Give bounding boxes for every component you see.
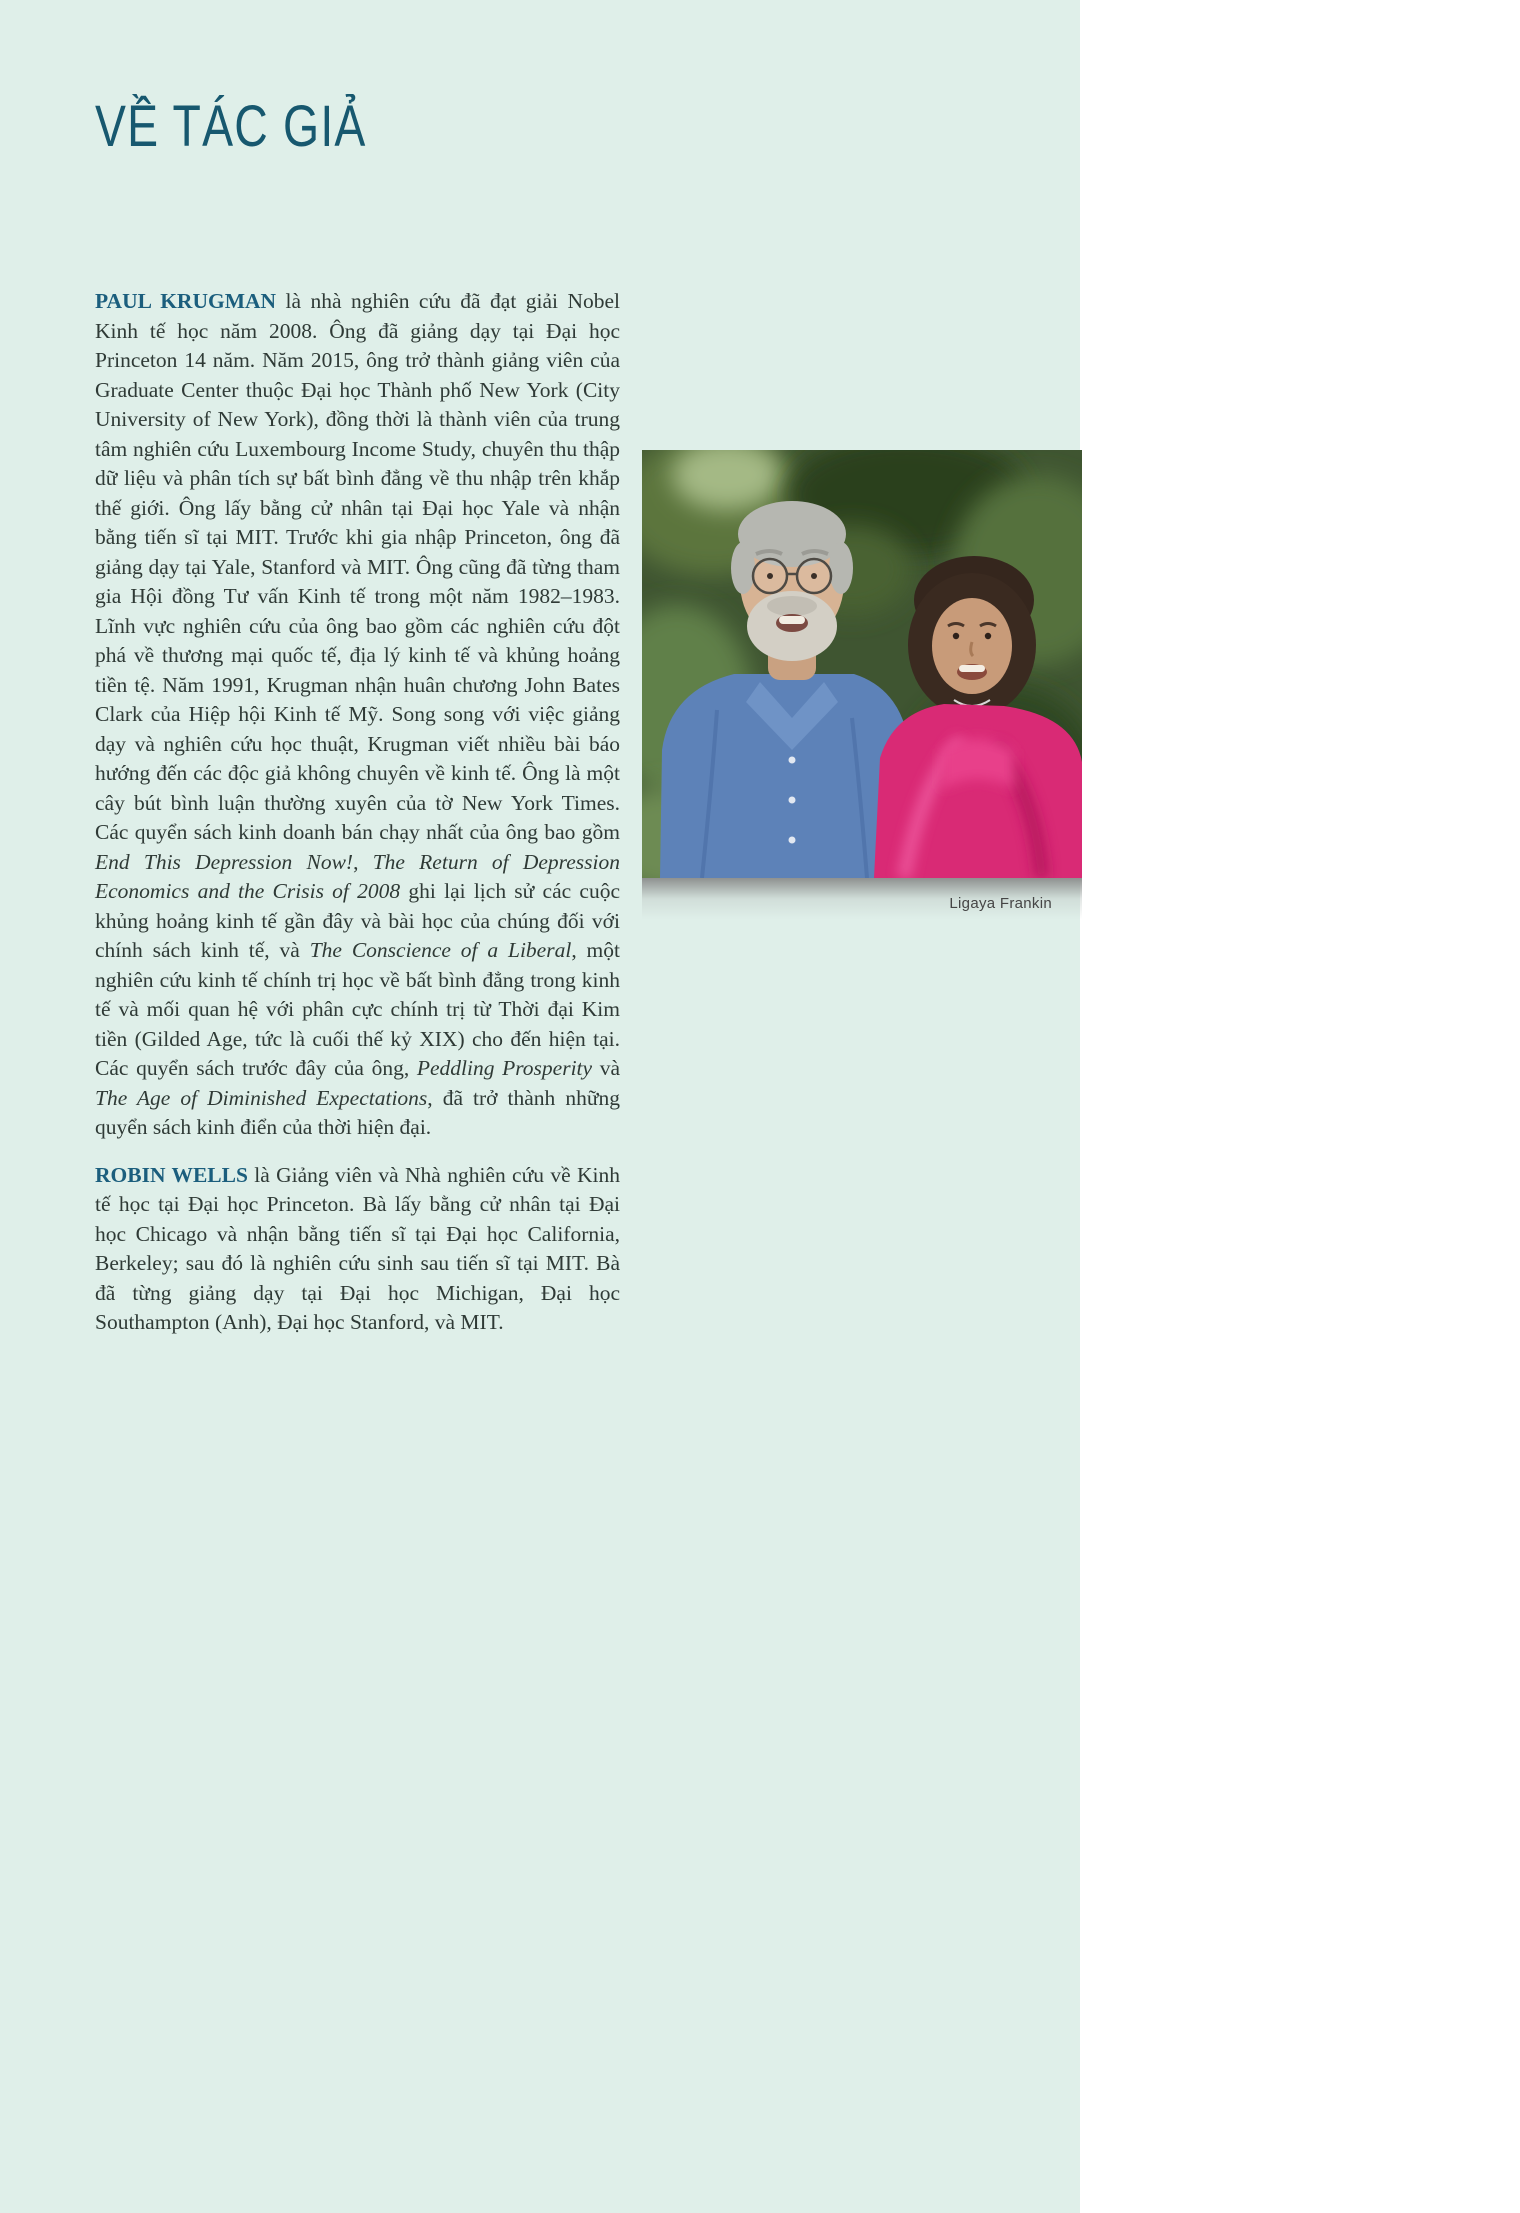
book-title: The Conscience of a Liberal [309, 938, 572, 962]
author-name: ROBIN WELLS [95, 1162, 248, 1187]
paul-krugman-bio: PAUL KRUGMAN là nhà nghiên cứu đã đạt giải Nobel Kinh tế học năm 2008. Ông đã giảng dạy tại Đại học Princeton 14 năm. Năm 2015, ông trở thành giảng viên của Graduate Center thuộc Đại học Thành phố New York (City University of New York), đồng thời là thành viên của trung tâm nghiên cứu Luxembourg Income Study, chuyên thu thập dữ liệu và phân tích sự bất bình đẳng về thu nhập trên khắp thế giới. Ông lấy bằng cử nhân tại Đại học Yale và nhận bằng tiến sĩ tại MIT. Trước khi gia nhập Princeton, ông đã giảng dạy tại Yale, Stanford và MIT. Ông cũng đã từng tham gia Hội đồng Tư vấn Kinh tế trong một năm 1982–1983. Lĩnh vực nghiên cứu của ông bao gồm các nghiên cứu đột phá về thương mại quốc tế, địa lý kinh tế và khủng hoảng tiền tệ. Năm 1991, Krugman nhận huân chương John Bates Clark của Hiệp hội Kinh tế Mỹ. Song song với việc giảng dạy và nghiên cứu học thuật, Krugman viết nhiều bài báo hướng đến các độc giả không chuyên về kinh tế. Ông là một cây bút bình luận thường xuyên của tờ New York Times. Các quyển sách kinh doanh bán chạy nhất của ông bao gồm End This Depression Now!, The Return of Depression Economics and the Crisis of 2008 ghi lại lịch sử các cuộc khủng hoảng kinh tế gần đây và bài học của chúng đối với chính sách kinh tế, và The Conscience of a Liberal, một nghiên cứu kinh tế chính trị học về bất bình đẳng trong kinh tế và mối quan hệ với phân cực chính trị từ Thời đại Kim tiền (Gilded Age, tức là cuối thế kỷ XIX) cho đến hiện tại. Các quyển sách trước đây của ông, Peddling Prosperity và The Age of Diminished Expectations, đã trở thành những quyển sách kinh điển của thời hiện đại. [95, 289, 621, 1139]
photo-credit-band [642, 878, 1082, 924]
photo-credit: Ligaya Frankin [949, 895, 1052, 912]
author-name: PAUL KRUGMAN [95, 289, 277, 313]
authors-photo [642, 450, 1082, 878]
page-title: VỀ TÁC GIẢ [95, 94, 367, 159]
book-title: End This Depression Now! [95, 849, 354, 874]
robin-wells-bio: ROBIN WELLS là Giảng viên và Nhà nghiên cứu về Kinh tế học tại Đại học Princeton. Bà lấy bằng cử nhân tại Đại học Chicago và nhận bằng tiến sĩ tại Đại học California, Berkeley; sau đó là nghiên cứu sinh sau tiến sĩ tại MIT. Bà đã từng giảng dạy tại Đại học Michigan, Đại học Southampton (Anh), Đại học Stanford, và MIT. [95, 1162, 620, 1334]
book-title: The Age of Diminished Expectations [95, 1085, 428, 1110]
authors-photo-figure [642, 450, 1082, 924]
book-title: The Return of Depression Economics and the Crisis of 2008 [95, 849, 621, 903]
author-bio-column [95, 287, 620, 1338]
book-title: Peddling Prosperity [416, 1056, 593, 1080]
